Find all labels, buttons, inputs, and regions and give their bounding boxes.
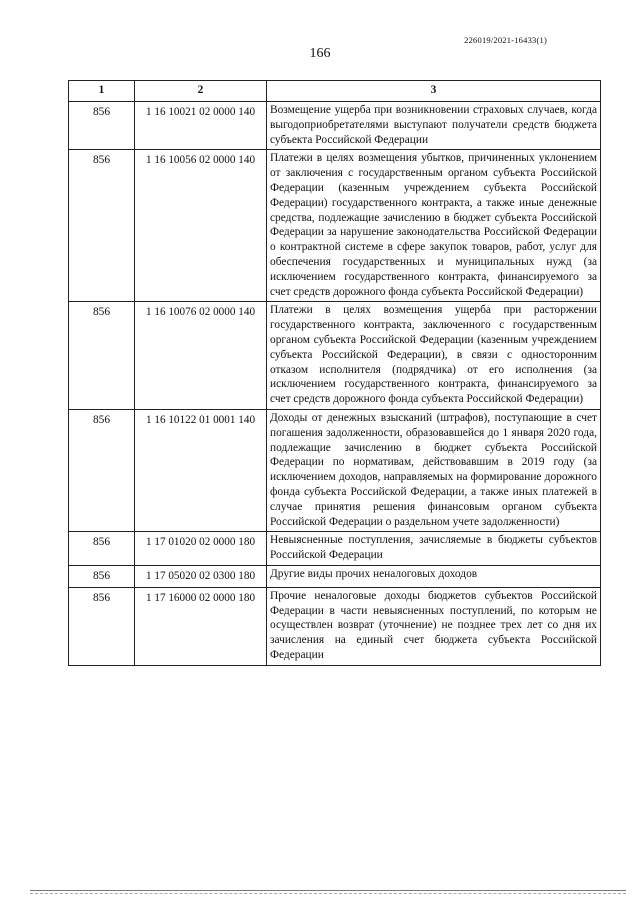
- description-cell: Возмещение ущерба при возникновении страховых случаев, когда выгодоприобретателями выступают получатели средств бюджета субъекта Российской Федерации: [267, 102, 601, 150]
- admin-code-cell: 856: [69, 532, 135, 566]
- kbk-code-cell: 1 16 10021 02 0000 140: [135, 102, 267, 150]
- table-row: [69, 150, 601, 302]
- description-cell: Платежи в целях возмещения ущерба при расторжении государственного контракта, заключенного с государственным органом субъекта Российской Федерации (казенным учреждением субъекта Российской Федерации), в связи с односторонним отказом исполнителя (подрядчика) от его исполнения (за исключением государственного контракта, финансируемого за счет средств дорожного фонда субъекта Российской Федерации): [267, 302, 601, 410]
- description-cell: Невыясненные поступления, зачисляемые в бюджеты субъектов Российской Федерации: [267, 532, 601, 566]
- table-row: [69, 565, 601, 587]
- admin-code-cell: 856: [69, 302, 135, 410]
- kbk-code-cell: 1 17 16000 02 0000 180: [135, 587, 267, 665]
- kbk-code-cell: 1 16 10076 02 0000 140: [135, 302, 267, 410]
- table-row: [69, 587, 601, 665]
- admin-code-cell: 856: [69, 409, 135, 531]
- description-cell: Другие виды прочих неналоговых доходов: [267, 565, 601, 587]
- description-cell: Прочие неналоговые доходы бюджетов субъектов Российской Федерации в части невыясненных поступлений, по которым не осуществлен возврат (уточнение) не позднее трех лет со дня их зачисления на единый счет бюджета субъекта Российской Федерации: [267, 587, 601, 665]
- description-cell: Доходы от денежных взысканий (штрафов), поступающие в счет погашения задолженности, образовавшейся до 1 января 2020 года, подлежащие зачислению в бюджет субъекта Российской Федерации по нормативам, действовавшим в 2019 году (за исключением доходов, направляемых на формирование дорожного фонда субъекта Российской Федерации, а также иных платежей в случае принятия решения финансовым органом субъекта Российской Федерации о раздельном учете задолженности): [267, 409, 601, 531]
- table-row: [69, 102, 601, 150]
- column-header-1: 1: [69, 81, 135, 102]
- kbk-code-cell: 1 16 10122 01 0001 140: [135, 409, 267, 531]
- column-header-2: 2: [135, 81, 267, 102]
- document-id: 226019/2021-16433(1): [464, 35, 547, 45]
- admin-code-cell: 856: [69, 565, 135, 587]
- kbk-code-cell: 1 16 10056 02 0000 140: [135, 150, 267, 302]
- page-number: 166: [309, 46, 331, 61]
- budget-revenue-table: [68, 80, 601, 666]
- kbk-code-cell: 1 17 01020 02 0000 180: [135, 532, 267, 566]
- admin-code-cell: 856: [69, 150, 135, 302]
- admin-code-cell: 856: [69, 587, 135, 665]
- admin-code-cell: 856: [69, 102, 135, 150]
- scan-edge-dashes: [30, 893, 626, 894]
- table-row: [69, 302, 601, 410]
- description-cell: Платежи в целях возмещения убытков, причиненных уклонением от заключения с государственным органом субъекта Российской Федерации (казенным учреждением субъекта Российской Федерации) государственного контракта, а также иные денежные средства, подлежащие зачислению в бюджет субъекта Российской Федерации за нарушение законодательства Российской Федерации о контрактной системе в сфере закупок товаров, работ, услуг для обеспечения государственных и муниципальных нужд (за исключением государственного контракта, финансируемого за счет средств дорожного фонда субъекта Российской Федерации): [267, 150, 601, 302]
- scan-edge-line: [30, 890, 626, 891]
- table-row: [69, 409, 601, 531]
- table-row: [69, 532, 601, 566]
- column-header-3: 3: [267, 81, 601, 102]
- table-header-row: [69, 81, 601, 102]
- kbk-code-cell: 1 17 05020 02 0300 180: [135, 565, 267, 587]
